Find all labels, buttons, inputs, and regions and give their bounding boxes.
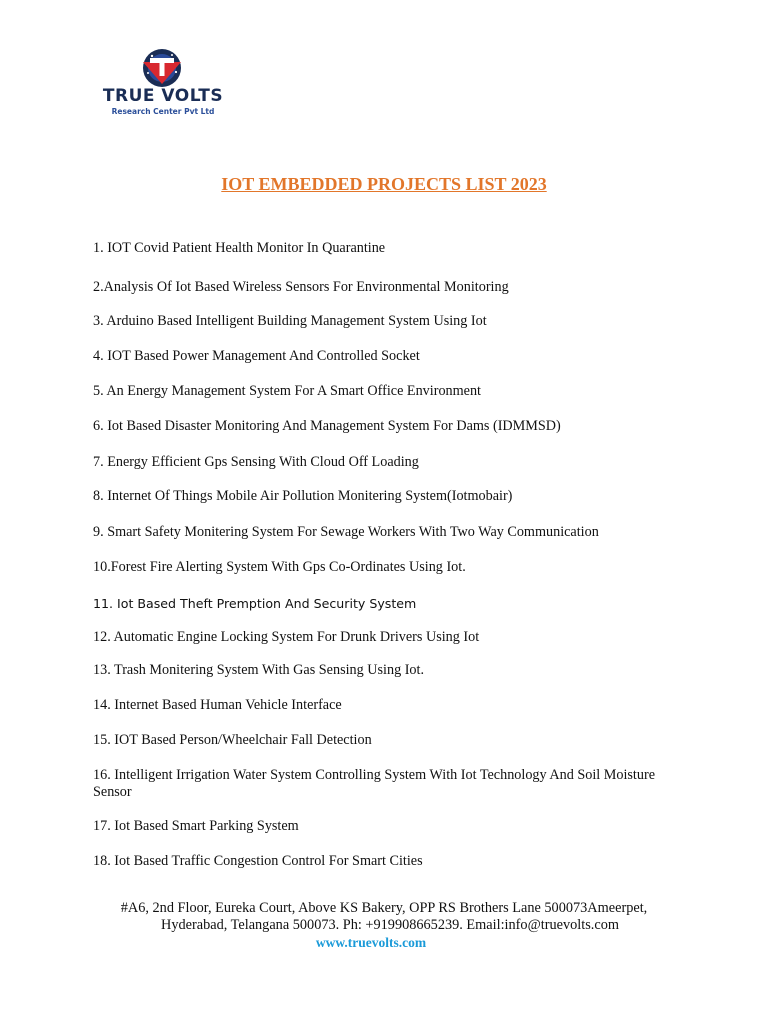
- footer-address-line-2: Hyderabad, Telangana 500073. Ph: +919908665239. Email:info@truevolts.com: [161, 917, 619, 933]
- project-item-2: 2.Analysis Of Iot Based Wireless Sensors For Environmental Monitoring: [93, 279, 509, 295]
- project-item-13: 13. Trash Monitering System With Gas Sensing Using Iot.: [93, 662, 425, 678]
- footer-address-line-1: #A6, 2nd Floor, Eureka Court, Above KS Bakery, OPP RS Brothers Lane 500073Ameerpet,: [120, 900, 648, 916]
- project-item-18: 18. Iot Based Traffic Congestion Control For Smart Cities: [93, 853, 423, 869]
- project-item-3: 3. Arduino Based Intelligent Building Management System Using Iot: [93, 313, 487, 329]
- page-footer: [0, 900, 768, 951]
- project-item-8: 8. Internet Of Things Mobile Air Pollution Monitering System(Iotmobair): [93, 488, 513, 504]
- project-item-7: 7. Energy Efficient Gps Sensing With Cloud Off Loading: [93, 454, 419, 470]
- project-item-14: 14. Internet Based Human Vehicle Interface: [93, 697, 342, 713]
- project-item-6: 6. Iot Based Disaster Monitoring And Management System For Dams (IDMMSD): [93, 418, 561, 434]
- project-item-4: 4. IOT Based Power Management And Controlled Socket: [93, 348, 420, 364]
- logo-subtitle-text: Research Center Pvt Ltd: [111, 107, 215, 116]
- project-item-15: 15. IOT Based Person/Wheelchair Fall Detection: [93, 732, 372, 748]
- project-item-16: 16. Intelligent Irrigation Water System Controlling System With Iot Technology And Soil Moisture Sensor: [93, 767, 655, 800]
- logo-emblem-icon: [92, 48, 232, 88]
- project-item-17: 17. Iot Based Smart Parking System: [93, 818, 299, 834]
- footer-website-link[interactable]: www.truevolts.com: [315, 935, 427, 950]
- page-title: IOT EMBEDDED PROJECTS LIST 2023: [221, 174, 547, 194]
- company-logo: [92, 48, 232, 123]
- project-item-12: 12. Automatic Engine Locking System For Drunk Drivers Using Iot: [93, 629, 480, 645]
- project-item-9: 9. Smart Safety Monitering System For Sewage Workers With Two Way Communication: [93, 524, 599, 540]
- project-item-1: 1. IOT Covid Patient Health Monitor In Quarantine: [93, 240, 386, 256]
- project-item-11: 11. Iot Based Theft Premption And Security System: [93, 596, 417, 611]
- logo-brand-text: TRUE VOLTS: [102, 86, 224, 106]
- project-item-10: 10.Forest Fire Alerting System With Gps Co-Ordinates Using Iot.: [93, 559, 466, 575]
- project-item-5: 5. An Energy Management System For A Smart Office Environment: [93, 383, 481, 399]
